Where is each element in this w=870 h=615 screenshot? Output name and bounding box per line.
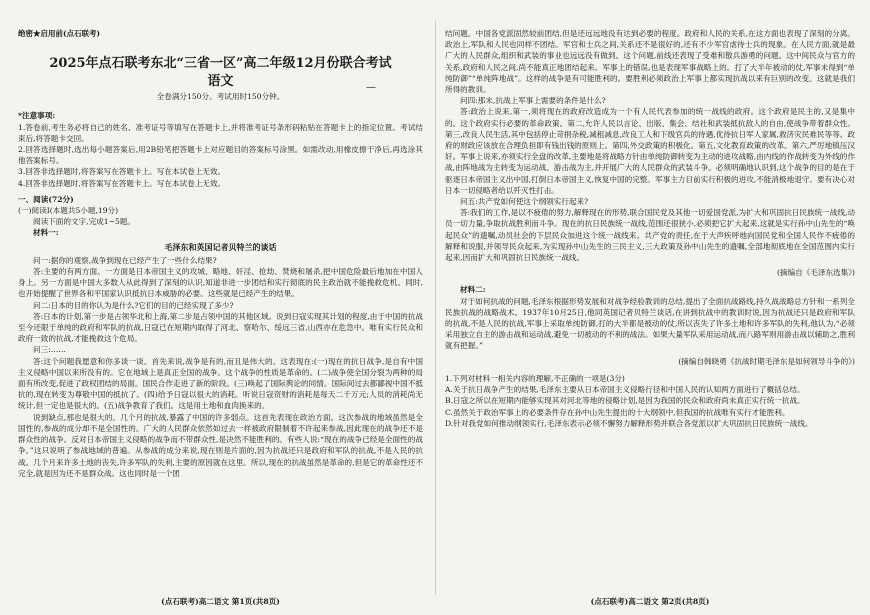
column-divider <box>435 20 436 595</box>
article-paragraph: 问二:日本的目的你认为是什么?它们的目的已经实现了多少? <box>33 300 234 310</box>
confidential-tag: 绝密★启用前(点石联考) <box>18 29 101 38</box>
material-two-paragraph: 对于如何抗战的问题,毛泽东根据形势发展和对战争经验教训的总结,提出了全面抗战路线,持久战战略总方针和一系列全民族抗战的战略战术。1937年10月25日,他同英国记者贝特兰谈话,在讲到抗战中的教训时说,因为抗战还只是政府和军队的抗战,不是人民的抗战,军事上采取单纯防御,打的大半都是被动的仗,所以丧失了许多土地和许多军队的失利,他认为,“必须采用独立自主的游击战和运动战,避免一切被动的不利的战法。如果大量军队采用运动战,而八路军则用游击战以辅助之,胜利就有把握。” <box>445 296 855 351</box>
article-paragraph: 说到缺点,那也是很大的。几个月的抗战,暴露了中国的许多弱点。这首先表现在政治方面。这次参战的地域虽然是全国性的,参战的成分却不是全国性的。广大的人民群众依然如过去一样被政府限制着不许起来参战,因此现在的战争还不是群众性的战争。反对日本帝国主义侵略的战争而不带群众性,是决然不能胜利的。有些人说:“现在的战争已经是全面性的战争。”这只说明了参战地域的普遍。从参战的成分来说,现在则是片面的,因为抗战还只是政府和军队的抗战,不是人民的抗战。几个月来许多土地的丧失,许多军队的失利,主要的原因就在这里。所以,现在的抗战虽然是革命的,但是它的革命性还不完全,就是因为还不是群众战。这也同时是一个团 <box>18 412 423 478</box>
page-footer: (点石联考)高二语文 第1页(共8页) <box>161 597 280 606</box>
note-item: 2.回答选择题时,选出每小题答案后,用2B铅笔把答题卡上对应题目的答案标号涂黑。如需改动,用橡皮擦干净后,再选涂其他答案标号。 <box>18 145 423 166</box>
note-item: 4.回答非选择题时,将答案写在答题卡上。写在本试卷上无效。 <box>18 178 226 188</box>
dash-mark: — <box>366 82 376 93</box>
article-paragraph: 问三:…… <box>33 345 66 355</box>
left-column <box>18 28 423 593</box>
source-citation: (摘编自《毛泽东选集》) <box>776 268 855 278</box>
article-paragraph: 答:我们的工作,是以不疲倦的努力,解释现在的形势,联合国民党及其他一切爱国党派,为扩大和巩固抗日民族统一战线,动员一切力量,争取抗战胜利而斗争。现在的抗日民族统一战线,范围还很狭小,必须把它扩大起来,这就是实行孙中山先生的“唤起民众”的遗嘱,动员社会的下层民众加进这个统一战线来。共产党的责任,在于大声疾呼地向国民党和全国人民作不疲倦的解释和说服,并领导民众起来,为实现孙中山先生的三民主义,三大政策及孙中山先生的遗嘱,全部地彻底地在全国范围内实行起来,因而扩大和巩固抗日民族统一战线。 <box>445 208 855 263</box>
right-column <box>445 28 855 593</box>
answer-option: A.关于抗日战争产生的结果,毛泽东主要从日本帝国主义侵略行径和中国人民的认知两方面进行了概括总结。 <box>445 385 805 395</box>
subject-title: 语文 <box>207 74 234 90</box>
section-heading: 一、阅读(72分) <box>18 194 74 204</box>
note-item: 3.回答非选择题时,将答案写在答题卡上。写在本试卷上无效。 <box>18 167 226 177</box>
exam-title: 2025年点石联考东北“三省一区”高二年级12月份联合考试 <box>49 56 392 72</box>
article-paragraph: 答:这个问题我愿意和你多谈一谈。首先来说,战争是有的,而且是伟大的。这表现在:(一)现在的抗日战争,是自有中国主义侵略中国以来所没有的。它在地域上是真正全国的战争。这个战争的性质是革命的。(二)战争使全国分裂为两种的局面有所改变,促进了政权团结的局面。国民合作走进了新的阶段。(三)唤起了国际舆论的同情。国际间过去都鄙视中国不抵抗的,现在转变为尊敬中国的抵抗了。(四)给予日寇以很大的消耗。听说日寇资财的消耗是每天二千万元;人员的消耗尚无统计,但一定也是很大的。(五)战争教育了我们。这是用土地和血肉换来的。 <box>18 356 423 411</box>
article-title: 毛泽东和英国记者贝特兰的谈话 <box>164 241 277 252</box>
question-stem: 1.下列对材料一相关内容的理解,不正确的一项是(3分) <box>445 373 625 383</box>
article-paragraph: 答:日本的计划,第一步是占领华北和上海,第二步是占领中国的其他区域。说到日寇实现其计划的程度,由于中国的抗战至今还限于单纯的政府和军队的抗战,日寇已在短期内取得了河北、察哈尔、绥远三省,山西亦在危急中。唯有实行民众和政府一致的抗战,才能挽救这个危局。 <box>18 311 423 344</box>
material-two-label: 材料二: <box>460 285 486 295</box>
answer-option: B.日寇之所以在短期内能够实现其对河北等地的侵略计划,是因为我国的民众和政府尚未真正实行统一抗战。 <box>445 396 805 406</box>
source-citation: (摘编自韩晓勇《抗战时期毛泽东是如何领导斗争的》) <box>678 356 855 366</box>
notes-title: *注意事项: <box>18 111 56 121</box>
material-one-label: 材料一: <box>33 228 59 238</box>
article-paragraph: 结问题。中国各党派固然较前团结,但是还远远地没有达到必要的程度。政府和人民的关系,在这方面也表现了深刻的分离。政治上,军队和人民也同样不团结。军官和士兵之间,关系还不是很好的,还有不少军官虐待士兵的现象。在人民方面,就是最广大的人民群众,组织和武装的事业也远远没有做到。这个问题,前线还表现了受难和散兵游勇的问题。这中间民众与官方的关系,政府和人民之间,尚不能真正地团结起来。军事上的错误,也是表现军事战略上的。打了大半年被动的仗,军事未得到“单纯防御”“单纯阵地战”。这样的战争是有可能胜利的。要胜利必须政治上军事上都实现抗战以来有巨别的改变。这就是我们所得的教训。 <box>445 29 855 95</box>
page-footer: (点石联考)高二语文 第2页(共8页) <box>590 597 710 606</box>
reading-instructions: 阅读下面的文字,完成1~5题。 <box>33 217 135 227</box>
article-paragraph: 问五:共产党如何使这个纲领实行起来? <box>460 197 589 207</box>
score-time-line: 全卷满分150分。考试用时150分钟。 <box>156 92 285 102</box>
article-paragraph: 答:主要的有两方面。一方面是日本帝国主义的攻城、略地、奸淫、抢劫、焚烧和屠杀,把中国危险最后地加在中国人身上。另一方面是中国大多数人从此得到了深刻的认识,知道非进一步团结和实行彻底的民主政治就不能挽救危机。同时,也开始提醒了世界各和平国家认识抵抗日本威胁的必要。这些就是已经产生的结果。 <box>18 267 423 299</box>
answer-option: C.虽然关于政治军事上的必要条件存在孙中山先生提出的十大纲领中,但我国的抗战唯有实行才能胜利。 <box>445 407 790 417</box>
note-item: 1.答卷前,考生务必将自己的姓名、准考证号等填写在答题卡上,并将准考证号条形码粘贴在答题卡上的指定位置。考试结束后,将答题卡交回。 <box>18 122 423 143</box>
answer-option: D.针对我党如何推动纲领实行,毛泽东表示必须不懈努力解释形势并联合各党派以扩大巩固抗日民族统一战线。 <box>445 418 813 428</box>
article-paragraph: 问一:据你的观察,战争到现在已经产生了一些什么结果? <box>33 255 217 265</box>
subsection-heading: (一)阅读Ⅰ(本题共5小题,19分) <box>18 206 119 216</box>
article-paragraph: 答:政治上说来,第一,须将现在的政府改造成为一个有人民代表参加的统一战线的政府。这个政府是民主的,又是集中的。这个政府实行必要的革命政策。第二,允许人民以言论、出版、集会、结社和武装抵抗敌人的自由,使战争带着群众性。第三,改良人民生活,其中包括停止苛捐杂税,减租减息,改良工人和下级官兵的待遇,优待抗日军人家属,救济灾民难民等等。政府的财政应该放在合理负担即有钱出钱的原则上。第四,外交政策的积极化。第五,文化教育政策的改革。第六,严厉地镇压汉奸。军事上说来,亦须实行全盘的改革,主要地是将战略方针由单纯防御转变为主动的进攻战略,由内线的作战转变为外线的作战,由阵地战为主转变为运动战、游击战为主,并开展广大的人民群众的武装斗争。必须明确地认识到,这个战争的目的是在于驱逐日本帝国主义出中国,打倒日本帝国主义,恢复中国的完整。军事主力目前实行积极的进攻,不能消极地退守。要有决心对日本一切侵略者给以歼灭性打击。 <box>445 107 855 195</box>
article-paragraph: 问四:那末,抗战上军事上需要的条件是什么? <box>460 96 606 106</box>
